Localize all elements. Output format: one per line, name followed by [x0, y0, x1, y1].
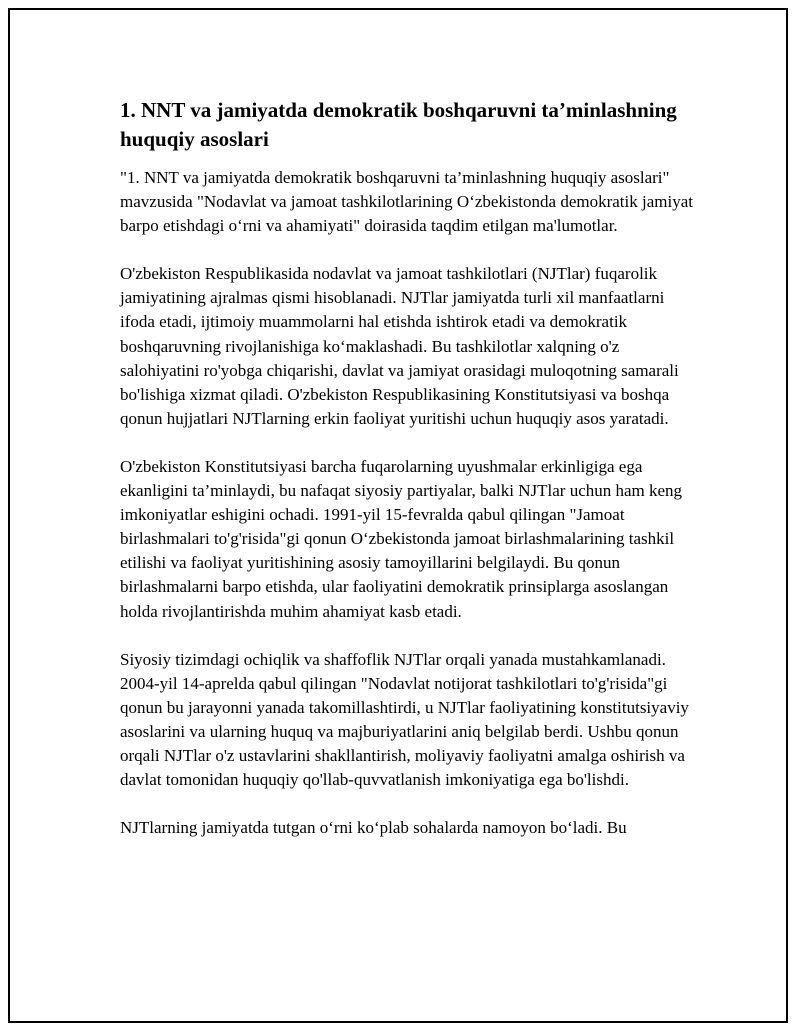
paragraph-society-role: NJTlarning jamiyatda tutgan o‘rni ko‘plab sohalarda namoyon bo‘ladi. Bu — [120, 818, 627, 838]
paragraph-transparency: Siyosiy tizimdagi ochiqlik va shaffoflik NJTlar orqali yanada mustahkamlanadi. 2004-yil 14-aprelda qabul qilingan "Nodavlat notijorat tashkilotlari to'g'risida"gi qonun bu jarayonni yanada takomillashtirdi, u NJTlar faoliyatining konstitutsiyaviy asoslarini va ularning huquq va majburiyatlarini aniq belgilab berdi. Ushbu qonun orqali NJTlar o'z ustavlarini shakllantirish, moliyaviy faoliyatni amalga oshirish va davlat tomonidan huquqiy qo'llab-quvvatlanish imkoniyatiga ega bo'lishdi. — [120, 649, 689, 790]
page-frame — [8, 8, 788, 1023]
paragraph-intro: "1. NNT va jamiyatda demokratik boshqaruvni ta’minlashning huquqiy asoslari" mavzusida "Nodavlat va jamoat tashkilotlarining O‘zbekistonda demokratik jamiyat barpo etishdagi o‘rni va ahamiyati" doirasida taqdim etilgan ma'lumotlar. — [120, 168, 693, 236]
document-heading: 1. NNT va jamiyatda demokratik boshqaruvni ta’minlashning huquqiy asoslari — [120, 98, 677, 151]
paragraph-njt-role: O'zbekiston Respublikasida nodavlat va jamoat tashkilotlari (NJTlar) fuqarolik jamiyatining ajralmas qismi hisoblanadi. NJTlar jamiyatda turli xil manfaatlarni ifoda etadi, ijtimoiy muammolarni hal etishda ishtirok etadi va demokratik boshqaruvning rivojlanishiga ko‘maklashadi. Bu tashkilotlar xalqning o'z salohiyatini ro'yobga chiqarishi, davlat va jamiyat orasidagi muloqotning samarali bo'lishiga xizmat qiladi. O'zbekiston Respublikasining Konstitutsiyasi va boshqa qonun hujjatlari NJTlarning erkin faoliyat yuritishi uchun huquqiy asos yaratadi. — [120, 264, 679, 428]
paragraph-constitution: O'zbekiston Konstitutsiyasi barcha fuqarolarning uyushmalar erkinligiga ega ekanligini ta’minlaydi, bu nafaqat siyosiy partiyalar, balki NJTlar uchun ham keng imkoniyatlar eshigini ochadi. 1991-yil 15-fevralda qabul qilingan "Jamoat birlashmalari to'g'risida"gi qonun O‘zbekistonda jamoat birlashmalarining tashkil etilishi va faoliyat yuritishining asosiy tamoyillarini belgilaydi. Bu qonun birlashmalarni barpo etishda, ular faoliyatini demokratik prinsiplarga asoslangan holda rivojlantirishda muhim ahamiyat kasb etadi. — [120, 456, 683, 621]
document-body — [120, 96, 700, 864]
